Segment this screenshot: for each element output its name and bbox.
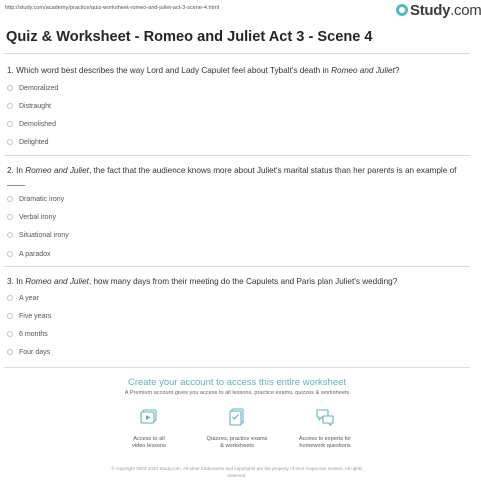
answer-option[interactable] (7, 118, 56, 130)
divider (4, 367, 470, 368)
divider (4, 155, 470, 156)
option-label: A paradox (19, 250, 51, 258)
copyright-line: reserved. (227, 472, 247, 478)
feature-line: homework questions (299, 443, 351, 449)
question-3: 3. In Romeo and Juliet, how many days from their meeting do the Capulets and Paris plan Juliet's wedding? (7, 277, 398, 286)
answer-option[interactable] (7, 346, 50, 358)
feature-experts (285, 407, 365, 450)
answer-option[interactable] (7, 248, 51, 260)
page-title: Quiz & Worksheet - Romeo and Juliet Act 3 - Scene 4 (6, 29, 373, 45)
option-label: A year (19, 294, 39, 302)
option-label: Dramatic irony (19, 195, 65, 203)
option-label: Demolished (19, 120, 56, 128)
premium-description: A Premium account gives you access to all lessons, practice exams, quizzes & worksheets (124, 390, 350, 396)
create-account-link[interactable]: Create your account to access this entire worksheet (127, 377, 347, 388)
divider (4, 53, 470, 54)
answer-option[interactable] (7, 193, 64, 205)
answer-option[interactable] (7, 211, 56, 223)
radio-button[interactable] (7, 103, 13, 109)
feature-video-lessons (109, 407, 189, 450)
answer-option[interactable] (7, 229, 69, 241)
radio-button[interactable] (7, 313, 13, 319)
option-label: Distraught (19, 102, 51, 110)
radio-button[interactable] (7, 295, 13, 301)
option-label: Delighted (19, 138, 49, 146)
answer-option[interactable] (7, 82, 58, 94)
radio-button[interactable] (7, 232, 13, 238)
feature-line: Access to all (133, 436, 165, 442)
quizzes-worksheets-icon (227, 407, 247, 427)
experts-icon (315, 407, 335, 427)
option-label: Verbal irony (19, 213, 56, 221)
option-label: 6 months (19, 330, 48, 338)
logo-suffix: .com (450, 1, 481, 19)
feature-line: Access to experts for (298, 436, 352, 442)
video-lessons-icon (139, 407, 159, 427)
answer-option[interactable] (7, 136, 49, 148)
copyright-footer (0, 466, 474, 479)
radio-button[interactable] (7, 121, 13, 127)
study-logo-icon (396, 4, 408, 16)
feature-quizzes (197, 407, 277, 450)
study-logo[interactable] (396, 1, 481, 19)
option-label: Situational irony (19, 231, 69, 239)
radio-button[interactable] (7, 349, 13, 355)
feature-line: video lessons (132, 443, 166, 449)
study-logo-text (410, 2, 481, 19)
answer-option[interactable] (7, 292, 39, 304)
feature-line: & worksheets (220, 443, 254, 449)
radio-button[interactable] (7, 196, 13, 202)
copyright-line: © copyright 2003-2020 Study.com. All other trademarks and copyrights are the property of their respective owners. All rights (111, 466, 363, 471)
top-bar (0, 0, 481, 22)
radio-button[interactable] (7, 139, 13, 145)
answer-option[interactable] (7, 310, 51, 322)
logo-main: Study (410, 1, 451, 19)
option-label: Five years (19, 312, 52, 320)
option-label: Four days (19, 348, 51, 356)
divider (4, 266, 470, 267)
radio-button[interactable] (7, 85, 13, 91)
question-2: 2. In Romeo and Juliet, the fact that the audience knows more about Juliet's marital status than her parents is an example of ____ (7, 166, 457, 186)
option-label: Demoralized (19, 84, 59, 92)
page-url: http://study.com/academy/practice/quiz-worksheet-romeo-and-juliet-act-3-scene-4.html (5, 5, 220, 11)
feature-line: Quizzes, practice exams (206, 436, 268, 442)
radio-button[interactable] (7, 214, 13, 220)
answer-option[interactable] (7, 100, 51, 112)
answer-option[interactable] (7, 328, 48, 340)
radio-button[interactable] (7, 251, 13, 257)
question-1: 1. Which word best describes the way Lord and Lady Capulet feel about Tybalt's death in Romeo and Juliet? (7, 66, 400, 75)
radio-button[interactable] (7, 331, 13, 337)
